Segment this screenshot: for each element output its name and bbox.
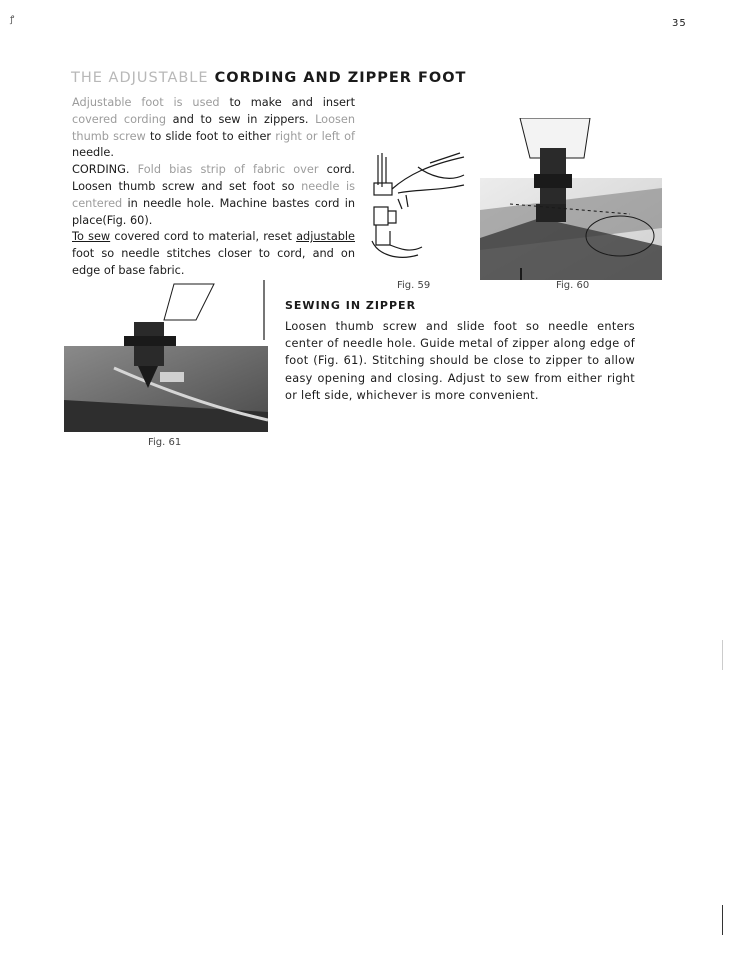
cording-paragraph (72, 162, 355, 229)
intro-line-1: to make and insert (229, 96, 355, 109)
figure-59-drawing (368, 145, 470, 265)
cording-faded-2: needle is centered (72, 179, 355, 210)
figure-61 (64, 280, 268, 432)
section-title (71, 70, 466, 86)
zipper-section-title: SEWING IN ZIPPER (285, 299, 417, 312)
page-edge-mark (722, 640, 723, 670)
intro-line-4: needle. (72, 146, 114, 160)
zipper-paragraph: Loosen thumb screw and slide foot so needle enters center of needle hole. Guide metal of zipper along edge of foot (Fig. 61). Stitching should be close to zipper to allow easy opening and closing. Adjust to sew from either right or left side, whichever is more convenient. (285, 320, 635, 402)
corner-mark: ꝭ (10, 15, 15, 25)
figure-59 (368, 145, 470, 265)
figure-60-photo (480, 118, 662, 280)
intro-faded-1: Adjustable foot is used (72, 96, 220, 109)
figure-59-caption: Fig. 59 (397, 280, 431, 291)
adjustable-rest: foot so needle stitches closer to cord, and on edge of base fabric. (72, 247, 355, 277)
cording-label: CORDING. (72, 163, 130, 177)
adjustable-underlined: adjustable (296, 230, 355, 244)
section-title-bold: CORDING AND ZIPPER FOOT (214, 70, 467, 86)
intro-faded-2: covered cording (72, 112, 167, 126)
intro-line-2: and to sew in zippers. (172, 112, 309, 126)
intro-faded-4: right or left of (275, 129, 356, 143)
cording-faded: Fold bias strip of fabric over (137, 163, 319, 177)
section-title-faded: THE ADJUSTABLE (71, 70, 209, 86)
intro-text (72, 95, 355, 280)
intro-paragraph (72, 95, 355, 162)
intro-line-3: to slide foot to either (149, 129, 272, 143)
page-edge-line (722, 905, 723, 935)
zipper-section-body (285, 318, 635, 404)
figure-60-caption: Fig. 60 (556, 280, 590, 291)
figure-60 (480, 118, 662, 280)
figure-61-caption: Fig. 61 (148, 437, 182, 448)
intro-faded-3: Loosen thumb screw (72, 112, 355, 143)
to-sew-rest: covered cord to material, reset (114, 230, 292, 244)
to-sew-paragraph (72, 229, 355, 279)
cording-line-1: cord. Loosen thumb screw and set foot so (72, 163, 356, 193)
to-sew-underlined: To sew (72, 230, 111, 244)
figure-61-photo (64, 280, 268, 432)
cording-line-2: in needle hole. Machine bastes cord in place(Fig. 60). (72, 196, 355, 227)
page-number: 35 (672, 18, 687, 29)
